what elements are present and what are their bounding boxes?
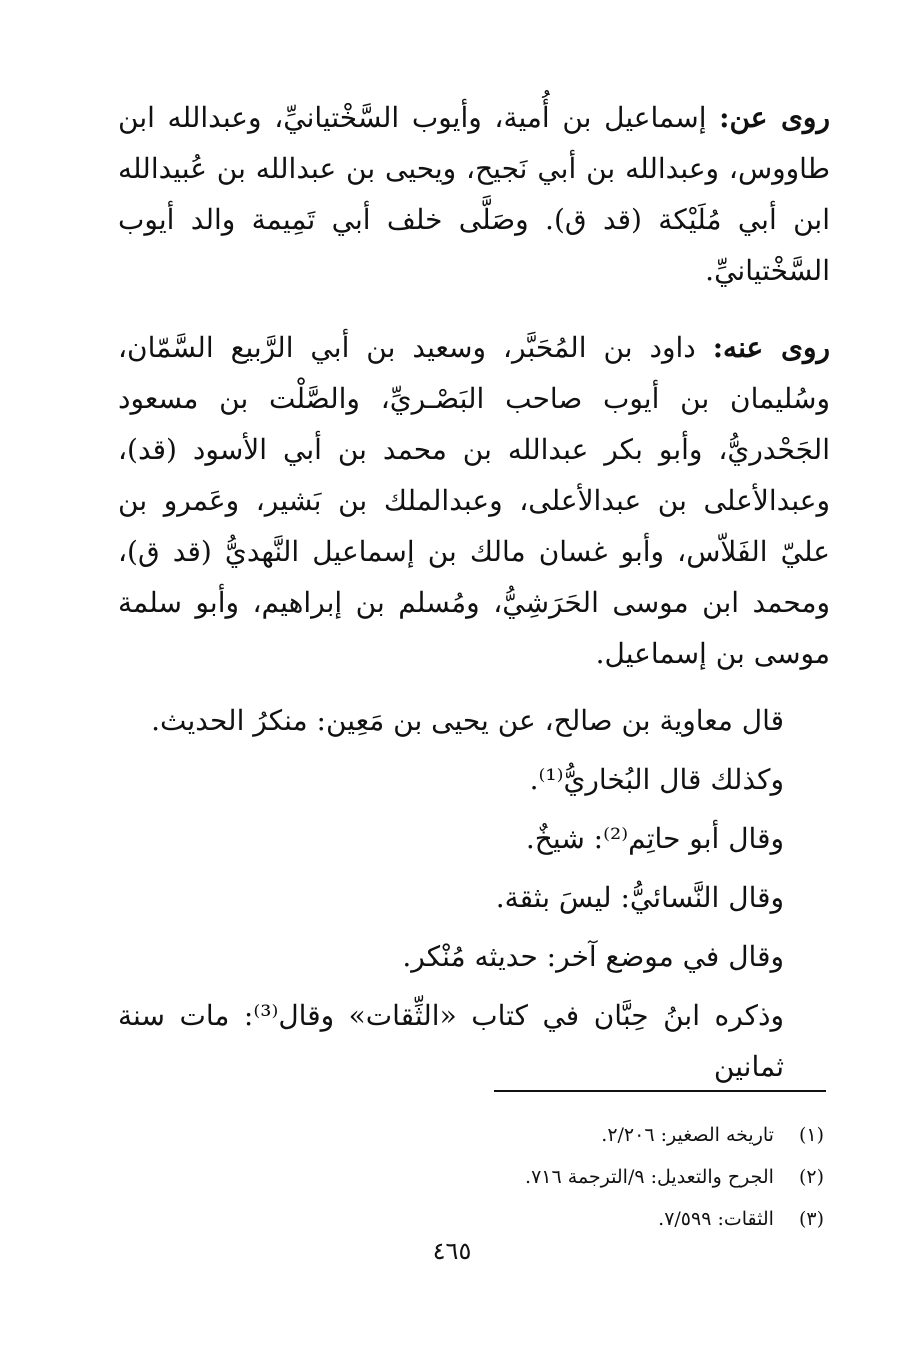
narrated-by-text: داود بن المُحَبَّر، وسعيد بن أبي الرَّبيع السَّمّان، وسُليمان بن أيوب صاحب البَصْـريِّ، والصَّلْت بن مسعود الجَحْدريُّ، وأبو بكر عبدالله بن محمد بن أبي الأسود (قد)، وعبدالأعلى بن عبدالأعلى، وعبدالملك بن بَشير، وعَمرو بن عليّ الفَلاّس، وأبو غسان مالك بن إسماعيل النَّهديُّ (قد ق)، ومحمد ابن موسى الحَرَشِيُّ، ومُسلم بن إبراهيم، وأبو سلمة موسى بن إسماعيل. [118, 331, 830, 670]
footnote [404, 1160, 824, 1202]
narrated-from-label: روى عن: [719, 101, 830, 134]
opinion-line: وقال في موضع آخر: حديثه مُنْكر. [402, 940, 784, 973]
footnote-text: الجرح والتعديل: ٩/الترجمة ٧١٦. [525, 1166, 774, 1188]
footnotes [404, 1118, 824, 1244]
footnote-number: (٣) [798, 1208, 824, 1230]
opinion-line: وذكره ابنُ حِبَّان في كتاب «الثِّقات» وقال⁽³⁾: مات سنة ثمانين [118, 999, 784, 1083]
footnote-text: تاريخه الصغير: ٢/٢٠٦. [601, 1124, 774, 1146]
opinion-line: وقال النَّسائيُّ: ليسَ بثقة. [495, 881, 784, 914]
footnote-number: (١) [798, 1124, 824, 1146]
narrated-by-label: روى عنه: [712, 331, 830, 364]
main-text [118, 92, 830, 1092]
narrated-from-paragraph [118, 92, 830, 296]
narrated-from-text: إسماعيل بن أُمية، وأيوب السَّخْتيانيِّ، وعبدالله ابن طاووس، وعبدالله بن أبي نَجيح، ويحيى بن عبدالله بن عُبيدالله ابن أبي مُلَيْكة (قد ق). وصَلَّى خلف أبي تَمِيمة والد أيوب السَّخْتيانيِّ. [118, 101, 830, 287]
narrated-by-paragraph [118, 322, 830, 679]
opinion-line: وقال أبو حاتِم⁽²⁾: شيخٌ. [525, 822, 784, 855]
page-number: ٤٦٥ [432, 1237, 472, 1265]
footnote-divider [494, 1090, 826, 1092]
opinion-line: قال معاوية بن صالح، عن يحيى بن مَعِين: منكرُ الحديث. [151, 704, 784, 737]
footnote-number: (٢) [798, 1166, 824, 1188]
opinion-line: وكذلك قال البُخاريُّ⁽¹⁾. [529, 763, 784, 796]
footnote [404, 1118, 824, 1160]
footnote-text: الثقات: ٧/٥٩٩. [658, 1208, 774, 1230]
